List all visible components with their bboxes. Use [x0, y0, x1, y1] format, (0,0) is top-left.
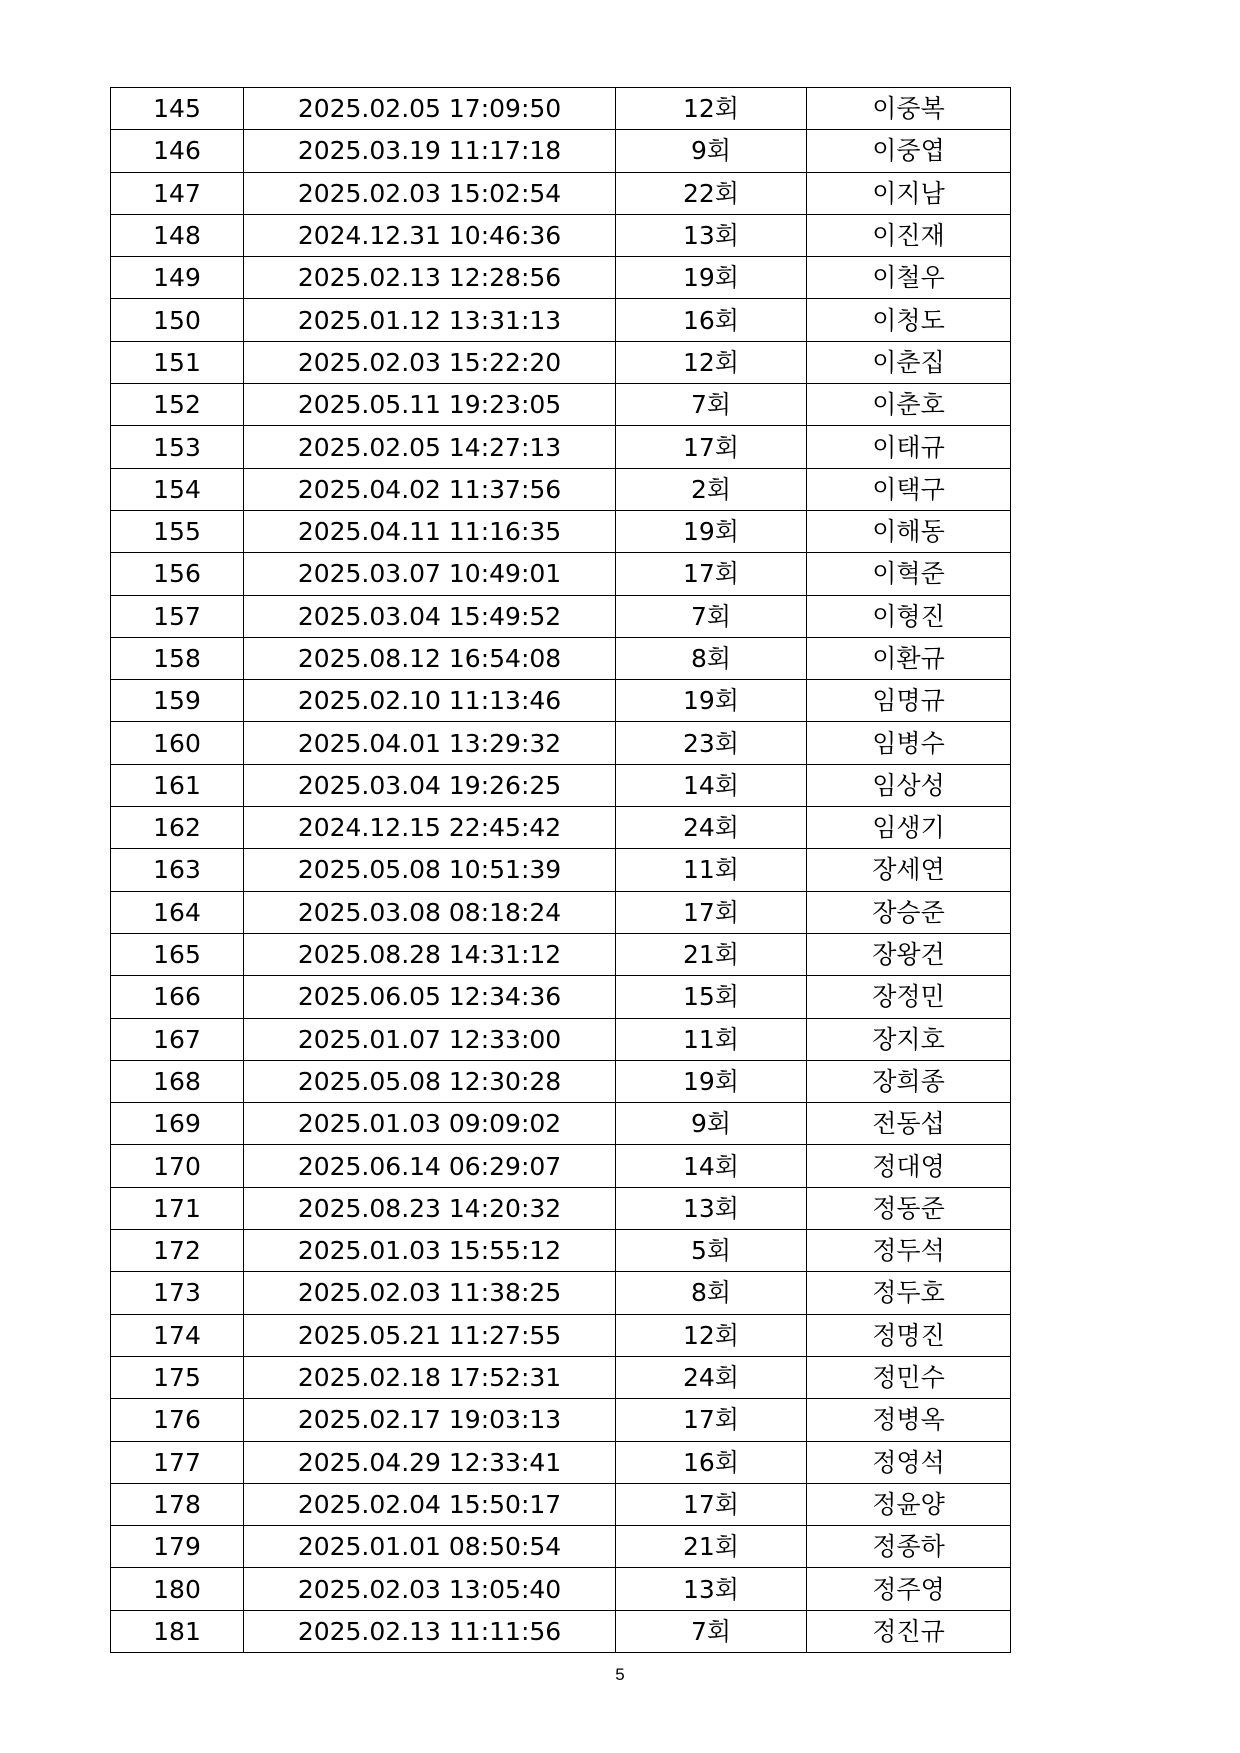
- count-cell: 13회: [616, 214, 807, 256]
- name-cell: 장희종: [807, 1060, 1011, 1102]
- row-number-cell: 152: [111, 384, 244, 426]
- datetime-cell: 2025.08.28 14:31:12: [244, 933, 616, 975]
- name-cell: 이지남: [807, 172, 1011, 214]
- name-cell: 장지호: [807, 1018, 1011, 1060]
- name-cell: 장승준: [807, 891, 1011, 933]
- table-row: [111, 1018, 1011, 1060]
- table-row: [111, 172, 1011, 214]
- row-number-cell: 162: [111, 807, 244, 849]
- table-row: [111, 510, 1011, 552]
- name-cell: 이진재: [807, 214, 1011, 256]
- datetime-cell: 2025.08.23 14:20:32: [244, 1187, 616, 1229]
- count-cell: 16회: [616, 1441, 807, 1483]
- count-cell: 16회: [616, 299, 807, 341]
- count-cell: 7회: [616, 1610, 807, 1652]
- table-row: [111, 1399, 1011, 1441]
- table-row: [111, 426, 1011, 468]
- row-number-cell: 171: [111, 1187, 244, 1229]
- name-cell: 정동준: [807, 1187, 1011, 1229]
- datetime-cell: 2025.04.02 11:37:56: [244, 468, 616, 510]
- count-cell: 19회: [616, 510, 807, 552]
- name-cell: 이중엽: [807, 130, 1011, 172]
- name-cell: 정종하: [807, 1526, 1011, 1568]
- name-cell: 이중복: [807, 88, 1011, 130]
- table-row: [111, 1568, 1011, 1610]
- records-table-body: [111, 88, 1011, 1653]
- datetime-cell: 2025.08.12 16:54:08: [244, 637, 616, 679]
- count-cell: 19회: [616, 257, 807, 299]
- row-number-cell: 149: [111, 257, 244, 299]
- row-number-cell: 164: [111, 891, 244, 933]
- name-cell: 임생기: [807, 807, 1011, 849]
- row-number-cell: 174: [111, 1314, 244, 1356]
- count-cell: 12회: [616, 88, 807, 130]
- row-number-cell: 156: [111, 553, 244, 595]
- name-cell: 정민수: [807, 1356, 1011, 1398]
- name-cell: 장정민: [807, 976, 1011, 1018]
- count-cell: 19회: [616, 1060, 807, 1102]
- row-number-cell: 160: [111, 722, 244, 764]
- count-cell: 12회: [616, 1314, 807, 1356]
- name-cell: 임병수: [807, 722, 1011, 764]
- row-number-cell: 166: [111, 976, 244, 1018]
- count-cell: 8회: [616, 637, 807, 679]
- count-cell: 22회: [616, 172, 807, 214]
- name-cell: 이춘호: [807, 384, 1011, 426]
- row-number-cell: 150: [111, 299, 244, 341]
- name-cell: 이태규: [807, 426, 1011, 468]
- name-cell: 정윤양: [807, 1483, 1011, 1525]
- datetime-cell: 2025.04.01 13:29:32: [244, 722, 616, 764]
- row-number-cell: 163: [111, 849, 244, 891]
- records-table: [110, 87, 1011, 1653]
- count-cell: 12회: [616, 341, 807, 383]
- name-cell: 이청도: [807, 299, 1011, 341]
- table-row: [111, 553, 1011, 595]
- row-number-cell: 175: [111, 1356, 244, 1398]
- table-row: [111, 1356, 1011, 1398]
- datetime-cell: 2025.02.03 13:05:40: [244, 1568, 616, 1610]
- datetime-cell: 2025.03.07 10:49:01: [244, 553, 616, 595]
- row-number-cell: 180: [111, 1568, 244, 1610]
- table-row: [111, 1610, 1011, 1652]
- count-cell: 17회: [616, 1399, 807, 1441]
- table-row: [111, 257, 1011, 299]
- name-cell: 이철우: [807, 257, 1011, 299]
- datetime-cell: 2025.01.01 08:50:54: [244, 1526, 616, 1568]
- table-row: [111, 299, 1011, 341]
- name-cell: 이춘집: [807, 341, 1011, 383]
- count-cell: 8회: [616, 1272, 807, 1314]
- table-row: [111, 214, 1011, 256]
- count-cell: 24회: [616, 1356, 807, 1398]
- name-cell: 정주영: [807, 1568, 1011, 1610]
- name-cell: 정두호: [807, 1272, 1011, 1314]
- table-row: [111, 680, 1011, 722]
- table-row: [111, 637, 1011, 679]
- name-cell: 장세연: [807, 849, 1011, 891]
- datetime-cell: 2025.02.04 15:50:17: [244, 1483, 616, 1525]
- datetime-cell: 2025.06.05 12:34:36: [244, 976, 616, 1018]
- table-row: [111, 1314, 1011, 1356]
- table-row: [111, 1103, 1011, 1145]
- table-row: [111, 468, 1011, 510]
- count-cell: 23회: [616, 722, 807, 764]
- table-row: [111, 764, 1011, 806]
- name-cell: 정대영: [807, 1145, 1011, 1187]
- count-cell: 2회: [616, 468, 807, 510]
- row-number-cell: 158: [111, 637, 244, 679]
- count-cell: 17회: [616, 891, 807, 933]
- table-row: [111, 807, 1011, 849]
- table-row: [111, 88, 1011, 130]
- datetime-cell: 2025.02.10 11:13:46: [244, 680, 616, 722]
- table-row: [111, 849, 1011, 891]
- row-number-cell: 154: [111, 468, 244, 510]
- datetime-cell: 2025.02.03 11:38:25: [244, 1272, 616, 1314]
- name-cell: 전동섭: [807, 1103, 1011, 1145]
- row-number-cell: 165: [111, 933, 244, 975]
- datetime-cell: 2025.05.11 19:23:05: [244, 384, 616, 426]
- datetime-cell: 2025.02.03 15:02:54: [244, 172, 616, 214]
- count-cell: 7회: [616, 384, 807, 426]
- datetime-cell: 2025.05.08 12:30:28: [244, 1060, 616, 1102]
- name-cell: 이혁준: [807, 553, 1011, 595]
- count-cell: 9회: [616, 130, 807, 172]
- datetime-cell: 2025.02.13 11:11:56: [244, 1610, 616, 1652]
- datetime-cell: 2025.05.08 10:51:39: [244, 849, 616, 891]
- table-row: [111, 1145, 1011, 1187]
- row-number-cell: 147: [111, 172, 244, 214]
- count-cell: 9회: [616, 1103, 807, 1145]
- table-row: [111, 1526, 1011, 1568]
- name-cell: 정두석: [807, 1230, 1011, 1272]
- name-cell: 정명진: [807, 1314, 1011, 1356]
- row-number-cell: 161: [111, 764, 244, 806]
- datetime-cell: 2025.01.03 09:09:02: [244, 1103, 616, 1145]
- table-row: [111, 933, 1011, 975]
- row-number-cell: 153: [111, 426, 244, 468]
- count-cell: 17회: [616, 553, 807, 595]
- row-number-cell: 168: [111, 1060, 244, 1102]
- name-cell: 이환규: [807, 637, 1011, 679]
- datetime-cell: 2025.02.05 14:27:13: [244, 426, 616, 468]
- datetime-cell: 2025.01.07 12:33:00: [244, 1018, 616, 1060]
- datetime-cell: 2025.03.08 08:18:24: [244, 891, 616, 933]
- row-number-cell: 145: [111, 88, 244, 130]
- name-cell: 이택구: [807, 468, 1011, 510]
- datetime-cell: 2025.03.19 11:17:18: [244, 130, 616, 172]
- table-row: [111, 891, 1011, 933]
- row-number-cell: 176: [111, 1399, 244, 1441]
- count-cell: 19회: [616, 680, 807, 722]
- count-cell: 17회: [616, 1483, 807, 1525]
- table-row: [111, 1483, 1011, 1525]
- count-cell: 11회: [616, 1018, 807, 1060]
- row-number-cell: 173: [111, 1272, 244, 1314]
- row-number-cell: 157: [111, 595, 244, 637]
- count-cell: 5회: [616, 1230, 807, 1272]
- row-number-cell: 177: [111, 1441, 244, 1483]
- table-row: [111, 976, 1011, 1018]
- table-row: [111, 341, 1011, 383]
- page-number: 5: [615, 1665, 625, 1684]
- datetime-cell: 2024.12.15 22:45:42: [244, 807, 616, 849]
- row-number-cell: 159: [111, 680, 244, 722]
- name-cell: 장왕건: [807, 933, 1011, 975]
- datetime-cell: 2025.02.13 12:28:56: [244, 257, 616, 299]
- datetime-cell: 2024.12.31 10:46:36: [244, 214, 616, 256]
- row-number-cell: 167: [111, 1018, 244, 1060]
- datetime-cell: 2025.01.03 15:55:12: [244, 1230, 616, 1272]
- datetime-cell: 2025.03.04 15:49:52: [244, 595, 616, 637]
- table-row: [111, 1230, 1011, 1272]
- name-cell: 정병옥: [807, 1399, 1011, 1441]
- datetime-cell: 2025.06.14 06:29:07: [244, 1145, 616, 1187]
- table-row: [111, 722, 1011, 764]
- name-cell: 임명규: [807, 680, 1011, 722]
- datetime-cell: 2025.04.11 11:16:35: [244, 510, 616, 552]
- datetime-cell: 2025.03.04 19:26:25: [244, 764, 616, 806]
- datetime-cell: 2025.02.17 19:03:13: [244, 1399, 616, 1441]
- count-cell: 13회: [616, 1187, 807, 1229]
- row-number-cell: 169: [111, 1103, 244, 1145]
- row-number-cell: 179: [111, 1526, 244, 1568]
- count-cell: 14회: [616, 764, 807, 806]
- row-number-cell: 146: [111, 130, 244, 172]
- table-row: [111, 1187, 1011, 1229]
- name-cell: 정진규: [807, 1610, 1011, 1652]
- table-row: [111, 1441, 1011, 1483]
- table-row: [111, 1060, 1011, 1102]
- row-number-cell: 172: [111, 1230, 244, 1272]
- datetime-cell: 2025.02.05 17:09:50: [244, 88, 616, 130]
- name-cell: 임상성: [807, 764, 1011, 806]
- datetime-cell: 2025.02.18 17:52:31: [244, 1356, 616, 1398]
- count-cell: 14회: [616, 1145, 807, 1187]
- count-cell: 15회: [616, 976, 807, 1018]
- table-row: [111, 1272, 1011, 1314]
- name-cell: 정영석: [807, 1441, 1011, 1483]
- count-cell: 17회: [616, 426, 807, 468]
- row-number-cell: 155: [111, 510, 244, 552]
- table-row: [111, 595, 1011, 637]
- name-cell: 이해동: [807, 510, 1011, 552]
- count-cell: 11회: [616, 849, 807, 891]
- datetime-cell: 2025.02.03 15:22:20: [244, 341, 616, 383]
- count-cell: 21회: [616, 1526, 807, 1568]
- name-cell: 이형진: [807, 595, 1011, 637]
- table-row: [111, 130, 1011, 172]
- count-cell: 7회: [616, 595, 807, 637]
- datetime-cell: 2025.05.21 11:27:55: [244, 1314, 616, 1356]
- count-cell: 24회: [616, 807, 807, 849]
- row-number-cell: 178: [111, 1483, 244, 1525]
- datetime-cell: 2025.01.12 13:31:13: [244, 299, 616, 341]
- count-cell: 13회: [616, 1568, 807, 1610]
- datetime-cell: 2025.04.29 12:33:41: [244, 1441, 616, 1483]
- row-number-cell: 181: [111, 1610, 244, 1652]
- table-row: [111, 384, 1011, 426]
- row-number-cell: 151: [111, 341, 244, 383]
- row-number-cell: 170: [111, 1145, 244, 1187]
- count-cell: 21회: [616, 933, 807, 975]
- row-number-cell: 148: [111, 214, 244, 256]
